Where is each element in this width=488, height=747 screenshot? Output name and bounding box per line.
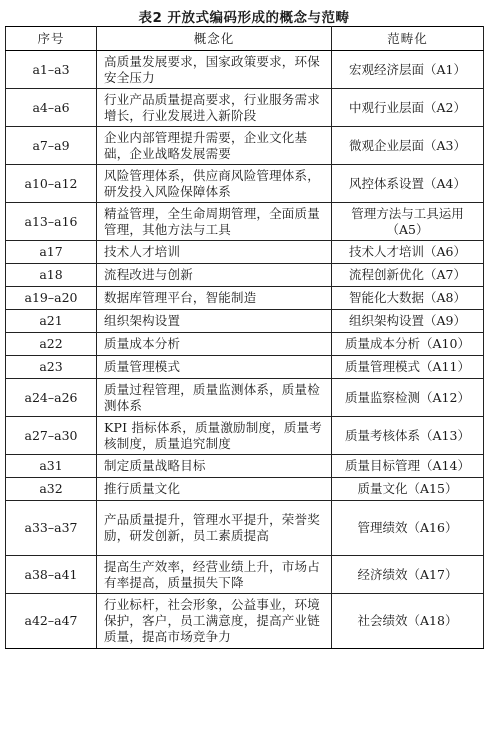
- concept-cell: 技术人才培训: [97, 241, 332, 264]
- category-cell: 中观行业层面（A2）: [332, 89, 484, 127]
- seq-cell: a42–a47: [6, 594, 97, 649]
- header-row: [6, 27, 484, 51]
- table-row: [6, 310, 484, 333]
- seq-cell: a33–a37: [6, 501, 97, 556]
- category-cell: 质量成本分析（A10）: [332, 333, 484, 356]
- category-cell: 风控体系设置（A4）: [332, 165, 484, 203]
- seq-cell: a24–a26: [6, 379, 97, 417]
- category-cell: 智能化大数据（A8）: [332, 287, 484, 310]
- concept-cell: 质量管理模式: [97, 356, 332, 379]
- seq-cell: a13–a16: [6, 203, 97, 241]
- category-cell: 质量监察检测（A12）: [332, 379, 484, 417]
- seq-cell: a4–a6: [6, 89, 97, 127]
- category-cell: 经济绩效（A17）: [332, 556, 484, 594]
- concept-cell: 流程改进与创新: [97, 264, 332, 287]
- concept-cell: 提高生产效率，经营业绩上升，市场占有率提高，质量损失下降: [97, 556, 332, 594]
- concept-cell: 组织架构设置: [97, 310, 332, 333]
- concept-cell: 高质量发展要求，国家政策要求，环保安全压力: [97, 51, 332, 89]
- table-row: [6, 501, 484, 556]
- concept-cell: 行业标杆，社会形象，公益事业，环境保护，客户，员工满意度，提高产业链质量，提高市场竞争力: [97, 594, 332, 649]
- seq-cell: a32: [6, 478, 97, 501]
- seq-cell: a21: [6, 310, 97, 333]
- concept-cell: 行业产品质量提高要求，行业服务需求增长，行业发展进入新阶段: [97, 89, 332, 127]
- table-row: [6, 333, 484, 356]
- table-row: [6, 127, 484, 165]
- concept-cell: 企业内部管理提升需要，企业文化基础，企业战略发展需要: [97, 127, 332, 165]
- seq-cell: a19–a20: [6, 287, 97, 310]
- category-cell: 流程创新优化（A7）: [332, 264, 484, 287]
- seq-cell: a27–a30: [6, 417, 97, 455]
- category-cell: 质量管理模式（A11）: [332, 356, 484, 379]
- table-row: [6, 264, 484, 287]
- seq-cell: a7–a9: [6, 127, 97, 165]
- table-row: [6, 556, 484, 594]
- seq-cell: a17: [6, 241, 97, 264]
- category-cell: 宏观经济层面（A1）: [332, 51, 484, 89]
- category-cell: 管理绩效（A16）: [332, 501, 484, 556]
- table-row: [6, 287, 484, 310]
- table-title: 表2 开放式编码形成的概念与范畴: [138, 10, 350, 26]
- seq-cell: a23: [6, 356, 97, 379]
- concept-cell: 数据库管理平台，智能制造: [97, 287, 332, 310]
- table-body: [6, 51, 484, 649]
- concept-category-table: [5, 26, 484, 649]
- table-row: [6, 356, 484, 379]
- table-row: [6, 455, 484, 478]
- concept-cell: 产品质量提升，管理水平提升，荣誉奖励，研发创新，员工素质提高: [97, 501, 332, 556]
- category-cell: 组织架构设置（A9）: [332, 310, 484, 333]
- category-cell: 质量文化（A15）: [332, 478, 484, 501]
- header-category: 范畴化: [332, 27, 484, 51]
- concept-cell: 精益管理，全生命周期管理，全面质量管理，其他方法与工具: [97, 203, 332, 241]
- category-cell: 质量考核体系（A13）: [332, 417, 484, 455]
- table-row: [6, 89, 484, 127]
- category-cell: 微观企业层面（A3）: [332, 127, 484, 165]
- concept-cell: 风险管理体系，供应商风险管理体系，研发投入风险保障体系: [97, 165, 332, 203]
- category-cell: 质量目标管理（A14）: [332, 455, 484, 478]
- concept-cell: 质量过程管理，质量监测体系，质量检测体系: [97, 379, 332, 417]
- seq-cell: a18: [6, 264, 97, 287]
- table-row: [6, 417, 484, 455]
- table-row: [6, 478, 484, 501]
- seq-cell: a38–a41: [6, 556, 97, 594]
- seq-cell: a31: [6, 455, 97, 478]
- category-cell: 管理方法与工具运用（A5）: [332, 203, 484, 241]
- concept-cell: KPI 指标体系，质量激励制度，质量考核制度，质量追究制度: [97, 417, 332, 455]
- category-cell: 技术人才培训（A6）: [332, 241, 484, 264]
- table-row: [6, 241, 484, 264]
- concept-cell: 推行质量文化: [97, 478, 332, 501]
- table-row: [6, 165, 484, 203]
- concept-cell: 制定质量战略目标: [97, 455, 332, 478]
- concept-cell: 质量成本分析: [97, 333, 332, 356]
- table-row: [6, 203, 484, 241]
- seq-cell: a10–a12: [6, 165, 97, 203]
- category-cell: 社会绩效（A18）: [332, 594, 484, 649]
- table-row: [6, 594, 484, 649]
- seq-cell: a1–a3: [6, 51, 97, 89]
- table-row: [6, 379, 484, 417]
- header-seq: 序号: [6, 27, 97, 51]
- seq-cell: a22: [6, 333, 97, 356]
- header-concept: 概念化: [97, 27, 332, 51]
- table-row: [6, 51, 484, 89]
